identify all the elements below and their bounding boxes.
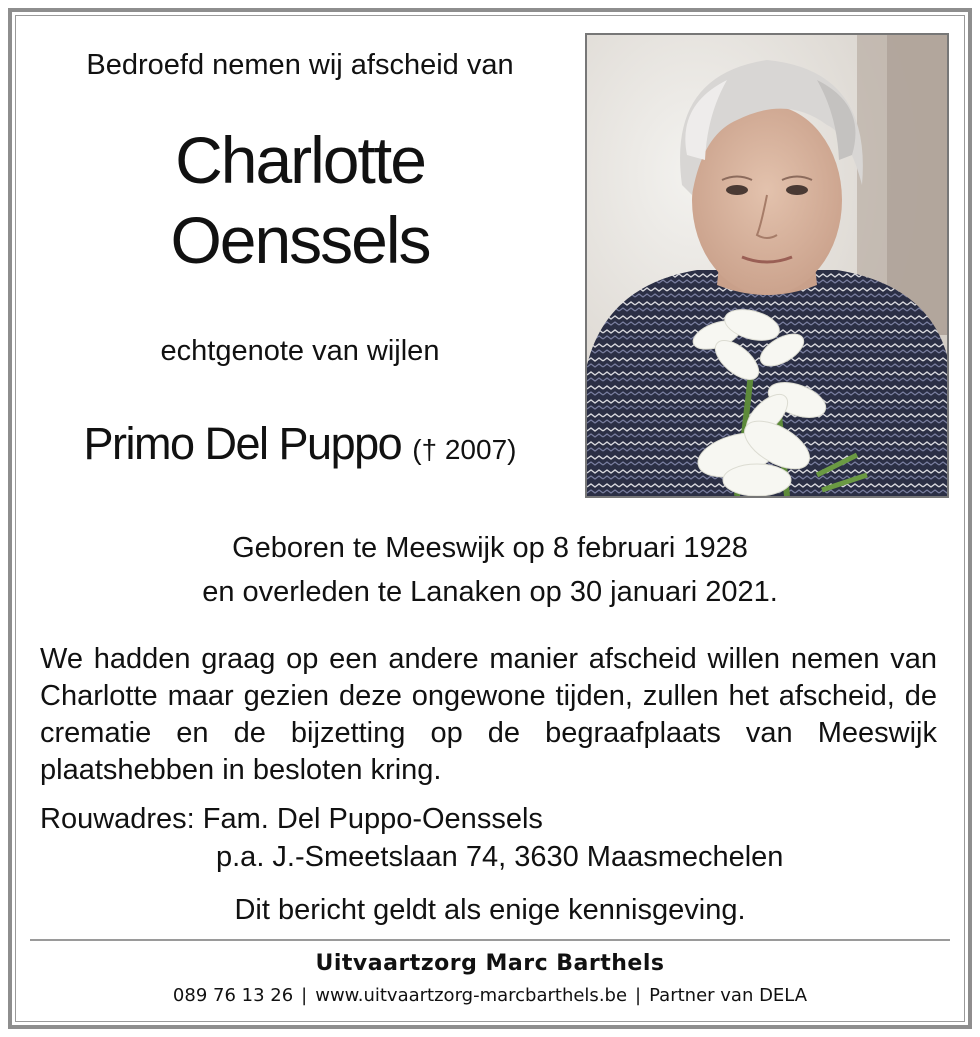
mourning-address-street: p.a. J.-Smeetslaan 74, 3630 Maasmechelen xyxy=(216,841,784,873)
footer-divider xyxy=(30,939,950,941)
death-line: en overleden te Lanaken op 30 januari 2021. xyxy=(202,576,778,608)
spouse-line xyxy=(30,414,570,480)
phone-number: 089 76 13 26 xyxy=(172,985,294,1006)
portrait-illustration xyxy=(587,35,947,496)
partner-text: Partner van DELA xyxy=(649,985,808,1006)
spouse-death-note: († 2007) xyxy=(412,434,517,465)
website-link[interactable]: www.uitvaartzorg-marcbarthels.be xyxy=(315,985,628,1006)
spouse-name: Primo Del Puppo xyxy=(83,418,402,469)
footer-contact xyxy=(30,984,950,1008)
notice-text: Dit bericht geldt als enige kennisgeving. xyxy=(234,894,746,926)
separator: | xyxy=(301,985,308,1006)
deceased-name xyxy=(30,120,570,280)
funeral-home-name: Uitvaartzorg Marc Barthels xyxy=(315,951,665,976)
deceased-last-name: Oenssels xyxy=(170,203,430,277)
spouse-label: echtgenote van wijlen xyxy=(160,335,440,367)
mourning-address-label: Rouwadres: Fam. Del Puppo-Oenssels xyxy=(40,803,543,835)
birth-line: Geboren te Meeswijk op 8 februari 1928 xyxy=(232,532,748,564)
portrait-photo xyxy=(585,33,949,498)
intro-text: Bedroefd nemen wij afscheid van xyxy=(86,49,514,81)
deceased-first-name: Charlotte xyxy=(175,123,425,197)
separator: | xyxy=(635,985,642,1006)
message-paragraph: We hadden graag op een andere manier afscheid willen nemen van Charlotte maar gezien deze ongewone tijden, zullen het afscheid, de crematie en de bijzetting op de begraafplaats van Meeswijk plaatshebben in besloten kring. xyxy=(40,643,937,786)
